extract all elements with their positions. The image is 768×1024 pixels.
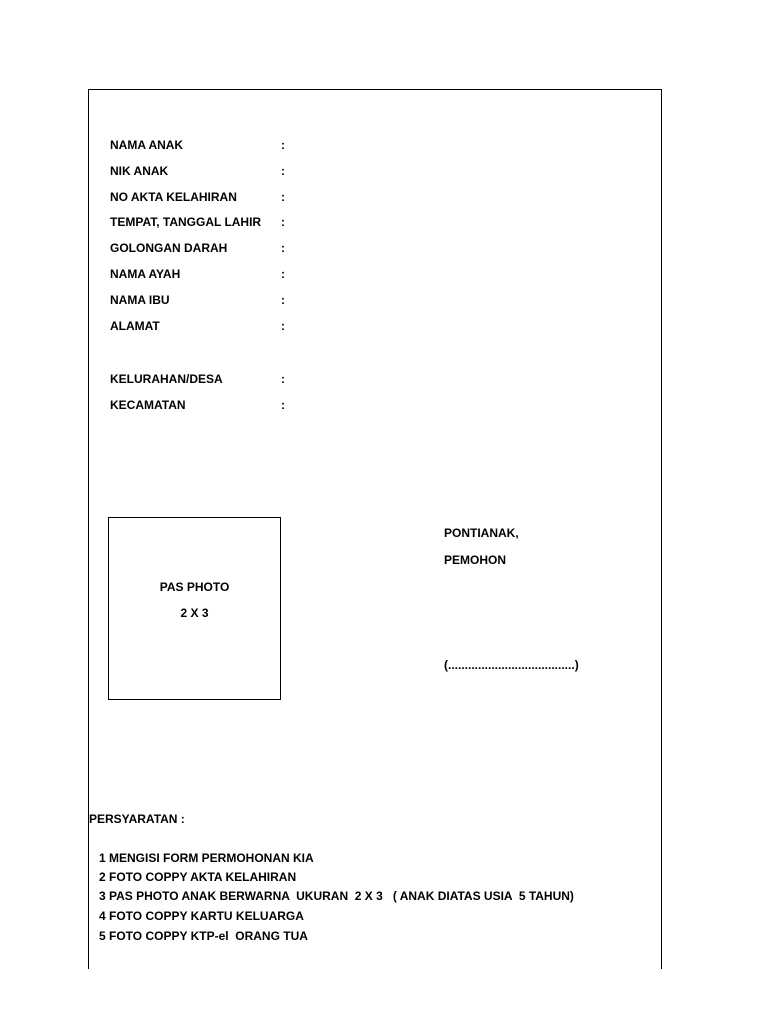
requirement-item: 3 PAS PHOTO ANAK BERWARNA UKURAN 2 X 3 ( ANAK DIATAS USIA 5 TAHUN) [99,889,574,903]
field-colon: : [281,138,285,152]
photo-size-label: 2 X 3 [180,606,209,620]
field-label: KELURAHAN/DESA [110,372,223,386]
field-label: TEMPAT, TANGGAL LAHIR [110,215,262,229]
field-colon: : [281,241,285,255]
field-colon: : [281,372,285,386]
field-colon: : [281,267,285,281]
field-label: NAMA ANAK [110,138,184,152]
requirements-title: PERSYARATAN : [89,812,185,826]
photo-placeholder-box [108,517,281,700]
field-colon: : [281,398,285,412]
field-label: NIK ANAK [110,164,169,178]
field-label: ALAMAT [110,319,160,333]
photo-label: PAS PHOTO [159,580,230,594]
field-label: NO AKTA KELAHIRAN [110,190,237,204]
requirement-item: 5 FOTO COPPY KTP-el ORANG TUA [99,929,308,943]
signature-role: PEMOHON [444,553,507,567]
field-label: NAMA AYAH [110,267,181,281]
requirement-item: 1 MENGISI FORM PERMOHONAN KIA [99,851,314,865]
field-colon: : [281,190,285,204]
field-label: KECAMATAN [110,398,186,412]
signature-place: PONTIANAK, [444,526,519,540]
requirement-item: 2 FOTO COPPY AKTA KELAHIRAN [99,870,297,884]
field-colon: : [281,215,285,229]
signature-name-line: (......................................) [444,658,579,672]
field-label: NAMA IBU [110,293,170,307]
field-label: GOLONGAN DARAH [110,241,228,255]
field-colon: : [281,293,285,307]
field-colon: : [281,164,285,178]
field-colon: : [281,319,285,333]
requirement-item: 4 FOTO COPPY KARTU KELUARGA [99,909,304,923]
